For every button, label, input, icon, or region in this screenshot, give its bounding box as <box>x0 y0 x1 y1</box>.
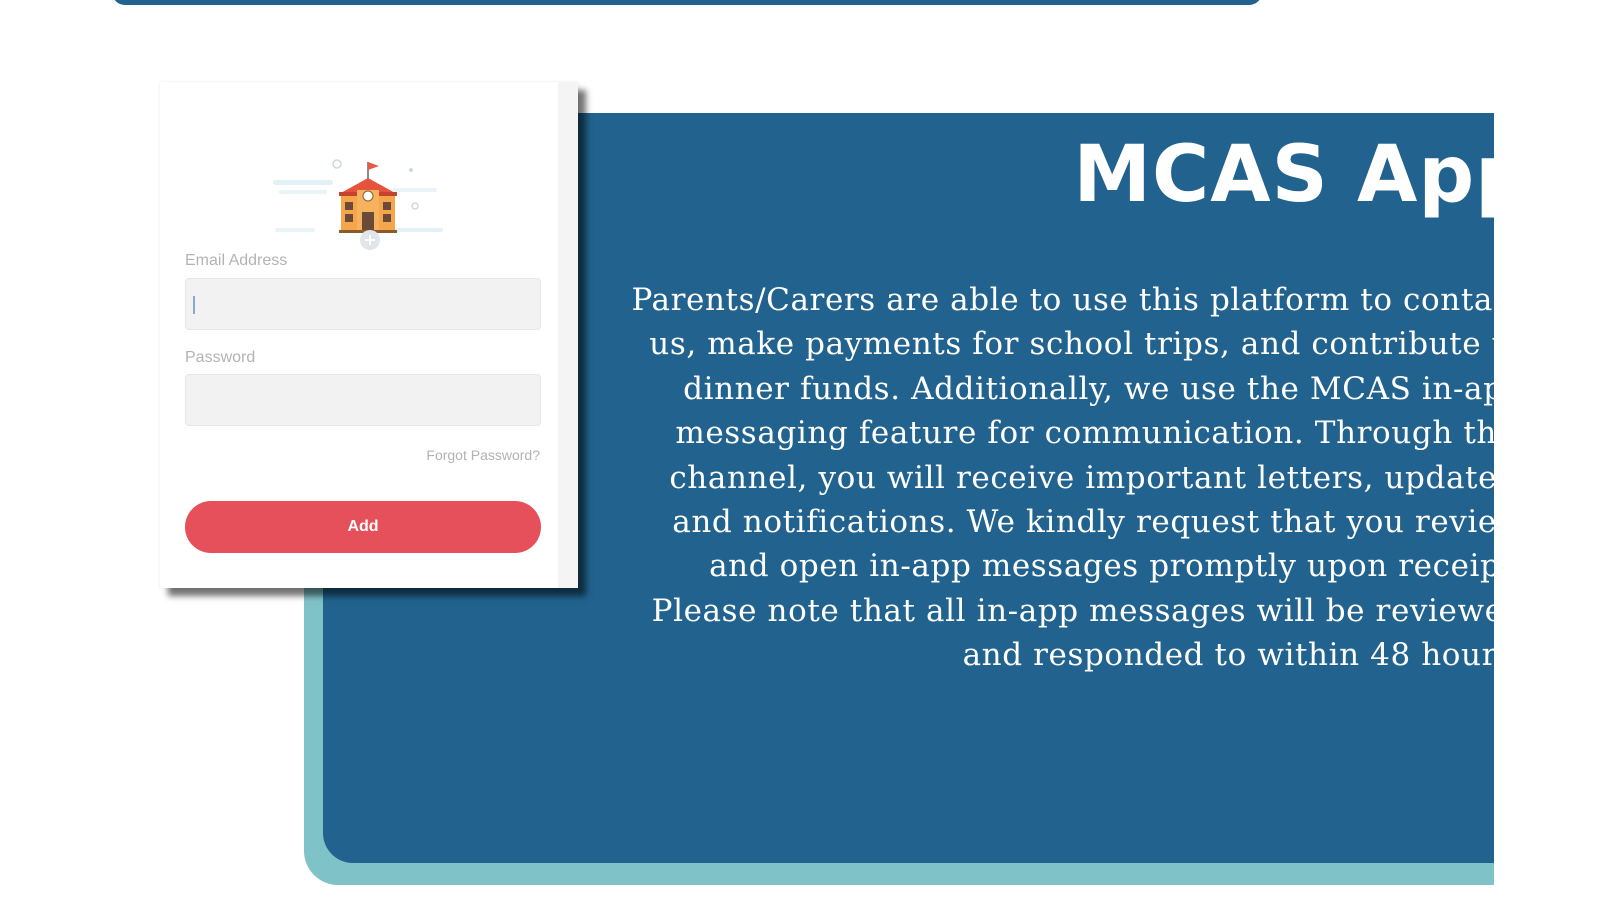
top-decorative-bar <box>112 0 1262 5</box>
add-button[interactable]: Add <box>185 501 541 553</box>
page-title: MCAS App <box>1073 130 1532 220</box>
text-cursor <box>193 296 195 314</box>
email-field[interactable] <box>185 278 541 330</box>
password-field[interactable] <box>185 374 541 426</box>
email-label: Email Address <box>185 252 288 269</box>
login-form-card <box>160 82 578 588</box>
card-edge-strip <box>558 82 578 588</box>
school-building-icon <box>273 158 445 250</box>
app-description: Parents/Carers are able to use this platform to contact us, make payments for school trips, and contribute to dinner funds. Additionally, we use the MCAS in-app messaging feature for communication. Through this channel, you will receive important letters, updates, and notifications. We kindly request that you review and open in-app messages promptly upon receipt. Please note that all in-app messages will be reviewed and responded to within 48 hours. <box>631 282 1524 674</box>
forgot-password-link[interactable]: Forgot Password? <box>426 447 540 463</box>
password-label: Password <box>185 349 256 366</box>
